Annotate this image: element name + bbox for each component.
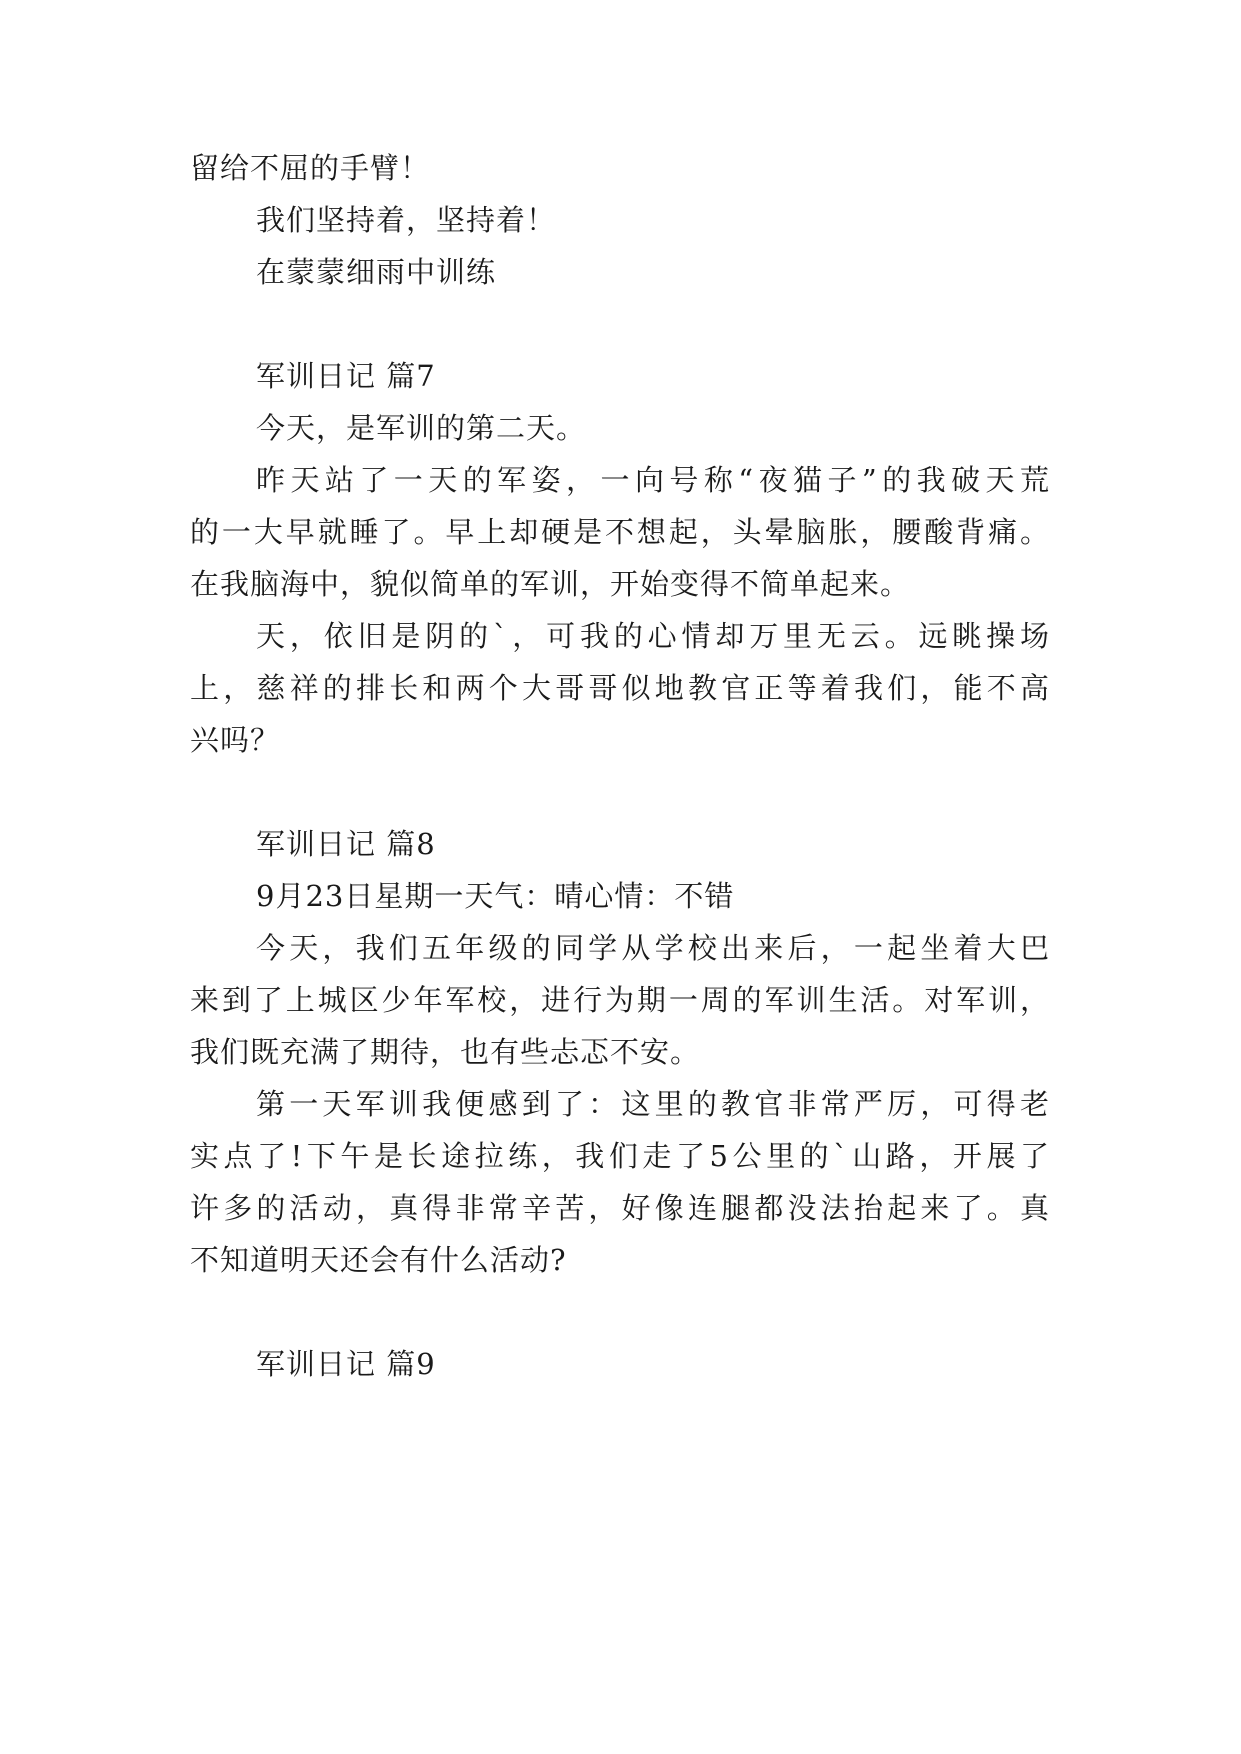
paragraph-line: 上，慈祥的排长和两个大哥哥似地教官正等着我们，能不高: [190, 671, 1050, 705]
paragraph-line: 今天，是军训的第二天。: [256, 411, 587, 445]
paragraph-line: 今天，我们五年级的同学从学校出来后，一起坐着大巴: [256, 931, 1050, 965]
section-heading: 军训日记 篇7: [256, 359, 436, 393]
paragraph-line: 不知道明天还会有什么活动?: [190, 1243, 567, 1277]
paragraph-line: 在蒙蒙细雨中训练: [256, 255, 497, 289]
section-heading: 军训日记 篇9: [256, 1347, 436, 1381]
paragraph-line: 我们坚持着，坚持着！: [256, 203, 557, 237]
paragraph-line: 来到了上城区少年军校，进行为期一周的军训生活。对军训，: [190, 983, 1050, 1017]
paragraph-line: 实点了!下午是长途拉练，我们走了5公里的`山路，开展了: [190, 1139, 1050, 1173]
paragraph-line: 在我脑海中，貌似简单的军训，开始变得不简单起来。: [190, 567, 911, 601]
paragraph-line: 我们既充满了期待，也有些忐忑不安。: [190, 1035, 701, 1069]
paragraph-line: 留给不屈的手臂！: [190, 151, 431, 185]
paragraph-line: 许多的活动，真得非常辛苦，好像连腿都没法抬起来了。真: [190, 1191, 1050, 1225]
section-heading: 军训日记 篇8: [256, 827, 436, 861]
paragraph-line: 天，依旧是阴的`，可我的心情却万里无云。远眺操场: [256, 619, 1050, 653]
paragraph-line: 兴吗？: [190, 723, 281, 757]
paragraph-line: 第一天军训我便感到了：这里的教官非常严厉，可得老: [256, 1087, 1050, 1121]
paragraph-line: 的一大早就睡了。早上却硬是不想起，头晕脑胀，腰酸背痛。: [190, 515, 1050, 549]
paragraph-line: 昨天站了一天的军姿，一向号称“夜猫子”的我破天荒: [256, 463, 1050, 497]
paragraph-line: 9月23日星期一天气：晴心情：不错: [256, 879, 735, 913]
